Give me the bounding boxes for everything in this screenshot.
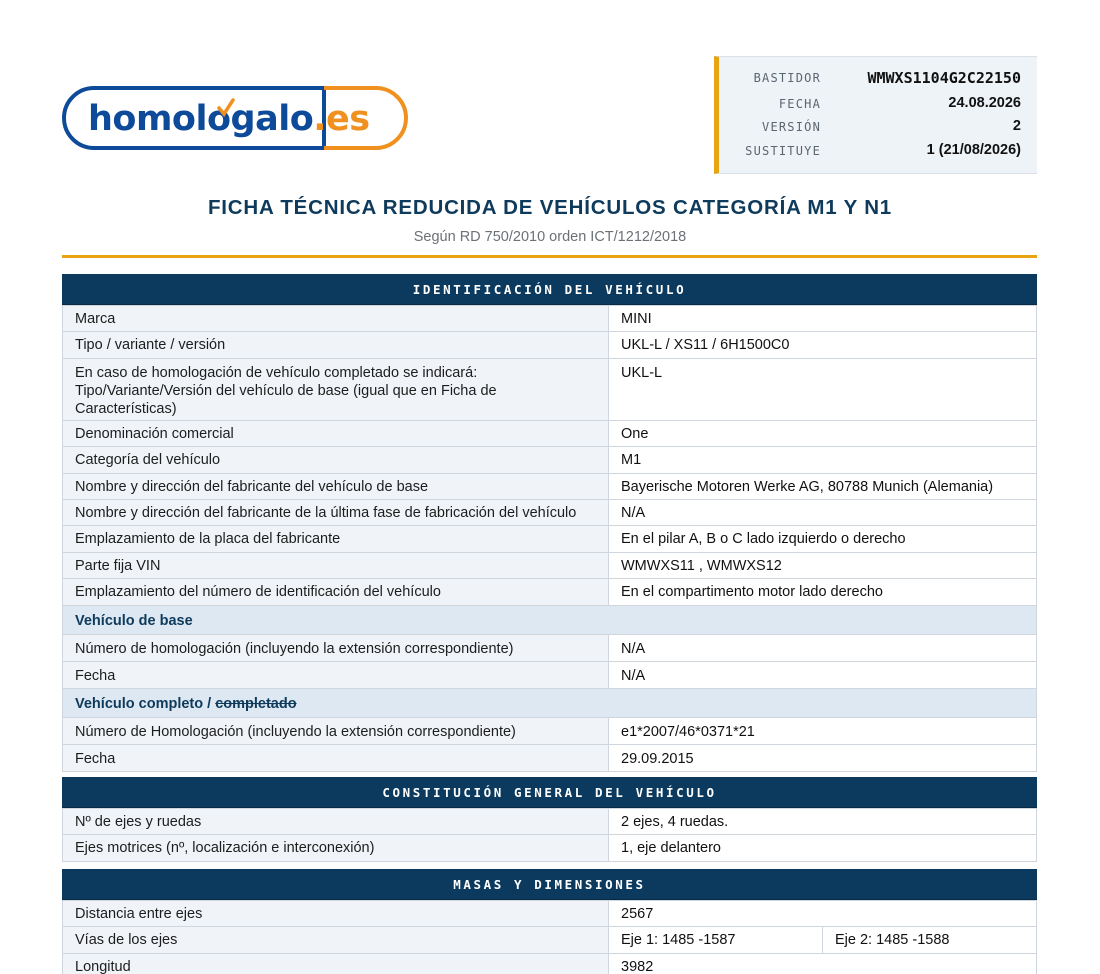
row-label: Parte fija VIN [63,552,609,578]
row-value: N/A [609,499,1037,525]
section-heading: MASAS Y DIMENSIONES [62,869,1037,900]
row-value: UKL-L [609,358,1037,420]
vias-eje1-value: Eje 1: 1485 -1587 [609,927,823,953]
row-label: En caso de homologación de vehículo completado se indicará: Tipo/Variante/Versión del vehículo de base (igual que en Ficha de Características) [63,358,609,420]
row-value: N/A [609,661,1037,688]
row-label: Nombre y dirección del fabricante de la última fase de fabricación del vehículo [63,499,609,525]
table-row [63,579,1037,605]
row-value: WMWXS11 , WMWXS12 [609,552,1037,578]
row-label: Vías de los ejes [63,927,609,953]
row-label: Distancia entre ejes [63,901,609,927]
masas-table [62,900,1037,974]
row-value: 2567 [609,901,1037,927]
subsection-heading [63,688,1037,717]
row-label: Número de homologación (incluyendo la extensión correspondiente) [63,634,609,661]
row-label: Categoría del vehículo [63,447,609,473]
section-masas [62,869,1037,974]
section-heading: IDENTIFICACIÓN DEL VEHÍCULO [62,274,1037,305]
complete-heading-text: Vehículo completo / [75,695,216,712]
table-row [63,634,1037,661]
table-row [63,901,1037,927]
document-title: FICHA TÉCNICA REDUCIDA DE VEHÍCULOS CATEGORÍA M1 Y N1 [207,196,893,219]
row-value: Bayerische Motoren Werke AG, 80788 Munich (Alemania) [609,473,1037,499]
table-row [63,332,1037,358]
row-value: En el compartimento motor lado derecho [609,579,1037,605]
row-label: Tipo / variante / versión [63,332,609,358]
logo-text-ext: .es [313,99,370,139]
title-divider [62,255,1037,258]
base-vehicle-heading: Vehículo de base [63,605,1037,634]
row-label: Ejes motrices (nº, localización e interconexión) [63,835,609,861]
row-value: e1*2007/46*0371*21 [609,717,1037,744]
table-row [63,927,1037,953]
row-label: Emplazamiento del número de identificación del vehículo [63,579,609,605]
completado-struck-text: completado [215,695,297,712]
row-value: M1 [609,447,1037,473]
row-label: Denominación comercial [63,420,609,446]
table-row [63,717,1037,744]
row-label: Fecha [63,661,609,688]
table-row [63,473,1037,499]
row-label: Nº de ejes y ruedas [63,809,609,835]
complete-vehicle-heading [63,688,1037,717]
document-info-box [714,56,1037,174]
vias-eje2-value: Eje 2: 1485 -1588 [823,927,1037,953]
row-value: N/A [609,634,1037,661]
subsection-heading [63,605,1037,634]
version-value: 2 [1012,118,1021,134]
table-row [63,358,1037,420]
row-label: Fecha [63,744,609,771]
version-label: VERSIÓN [762,120,821,134]
bastidor-label: BASTIDOR [753,71,821,85]
logo-text-main: homologalo [88,99,314,139]
homologalo-logo [62,86,408,150]
fecha-label: FECHA [778,97,821,111]
fecha-value: 24.08.2026 [948,95,1021,111]
table-row [63,306,1037,332]
identificacion-table [62,305,1037,772]
row-value: MINI [609,306,1037,332]
table-row [63,447,1037,473]
section-heading: CONSTITUCIÓN GENERAL DEL VEHÍCULO [62,777,1037,808]
row-value: One [609,420,1037,446]
row-value: 2 ejes, 4 ruedas. [609,809,1037,835]
section-constitucion [62,777,1037,862]
table-row [63,744,1037,771]
table-row [63,552,1037,578]
table-row [63,526,1037,552]
constitucion-table [62,808,1037,862]
table-row [63,420,1037,446]
table-row [63,953,1037,974]
row-value: En el pilar A, B o C lado izquierdo o derecho [609,526,1037,552]
row-label: Marca [63,306,609,332]
row-value: 29.09.2015 [609,744,1037,771]
section-identificacion [62,274,1037,772]
table-row [63,835,1037,861]
row-label: Nombre y dirección del fabricante del vehículo de base [63,473,609,499]
document-subtitle: Según RD 750/2010 orden ICT/1212/2018 [413,229,687,245]
row-label: Longitud [63,953,609,974]
bastidor-value: WMWXS1104G2C22150 [867,69,1021,87]
sustituye-label: SUSTITUYE [745,144,821,158]
row-value: 1, eje delantero [609,835,1037,861]
row-value: UKL-L / XS11 / 6H1500C0 [609,332,1037,358]
table-row [63,809,1037,835]
row-value: 3982 [609,953,1037,974]
table-row [63,499,1037,525]
table-row [63,661,1037,688]
row-label: Número de Homologación (incluyendo la extensión correspondiente) [63,717,609,744]
row-label: Emplazamiento de la placa del fabricante [63,526,609,552]
sustituye-value: 1 (21/08/2026) [926,142,1021,158]
